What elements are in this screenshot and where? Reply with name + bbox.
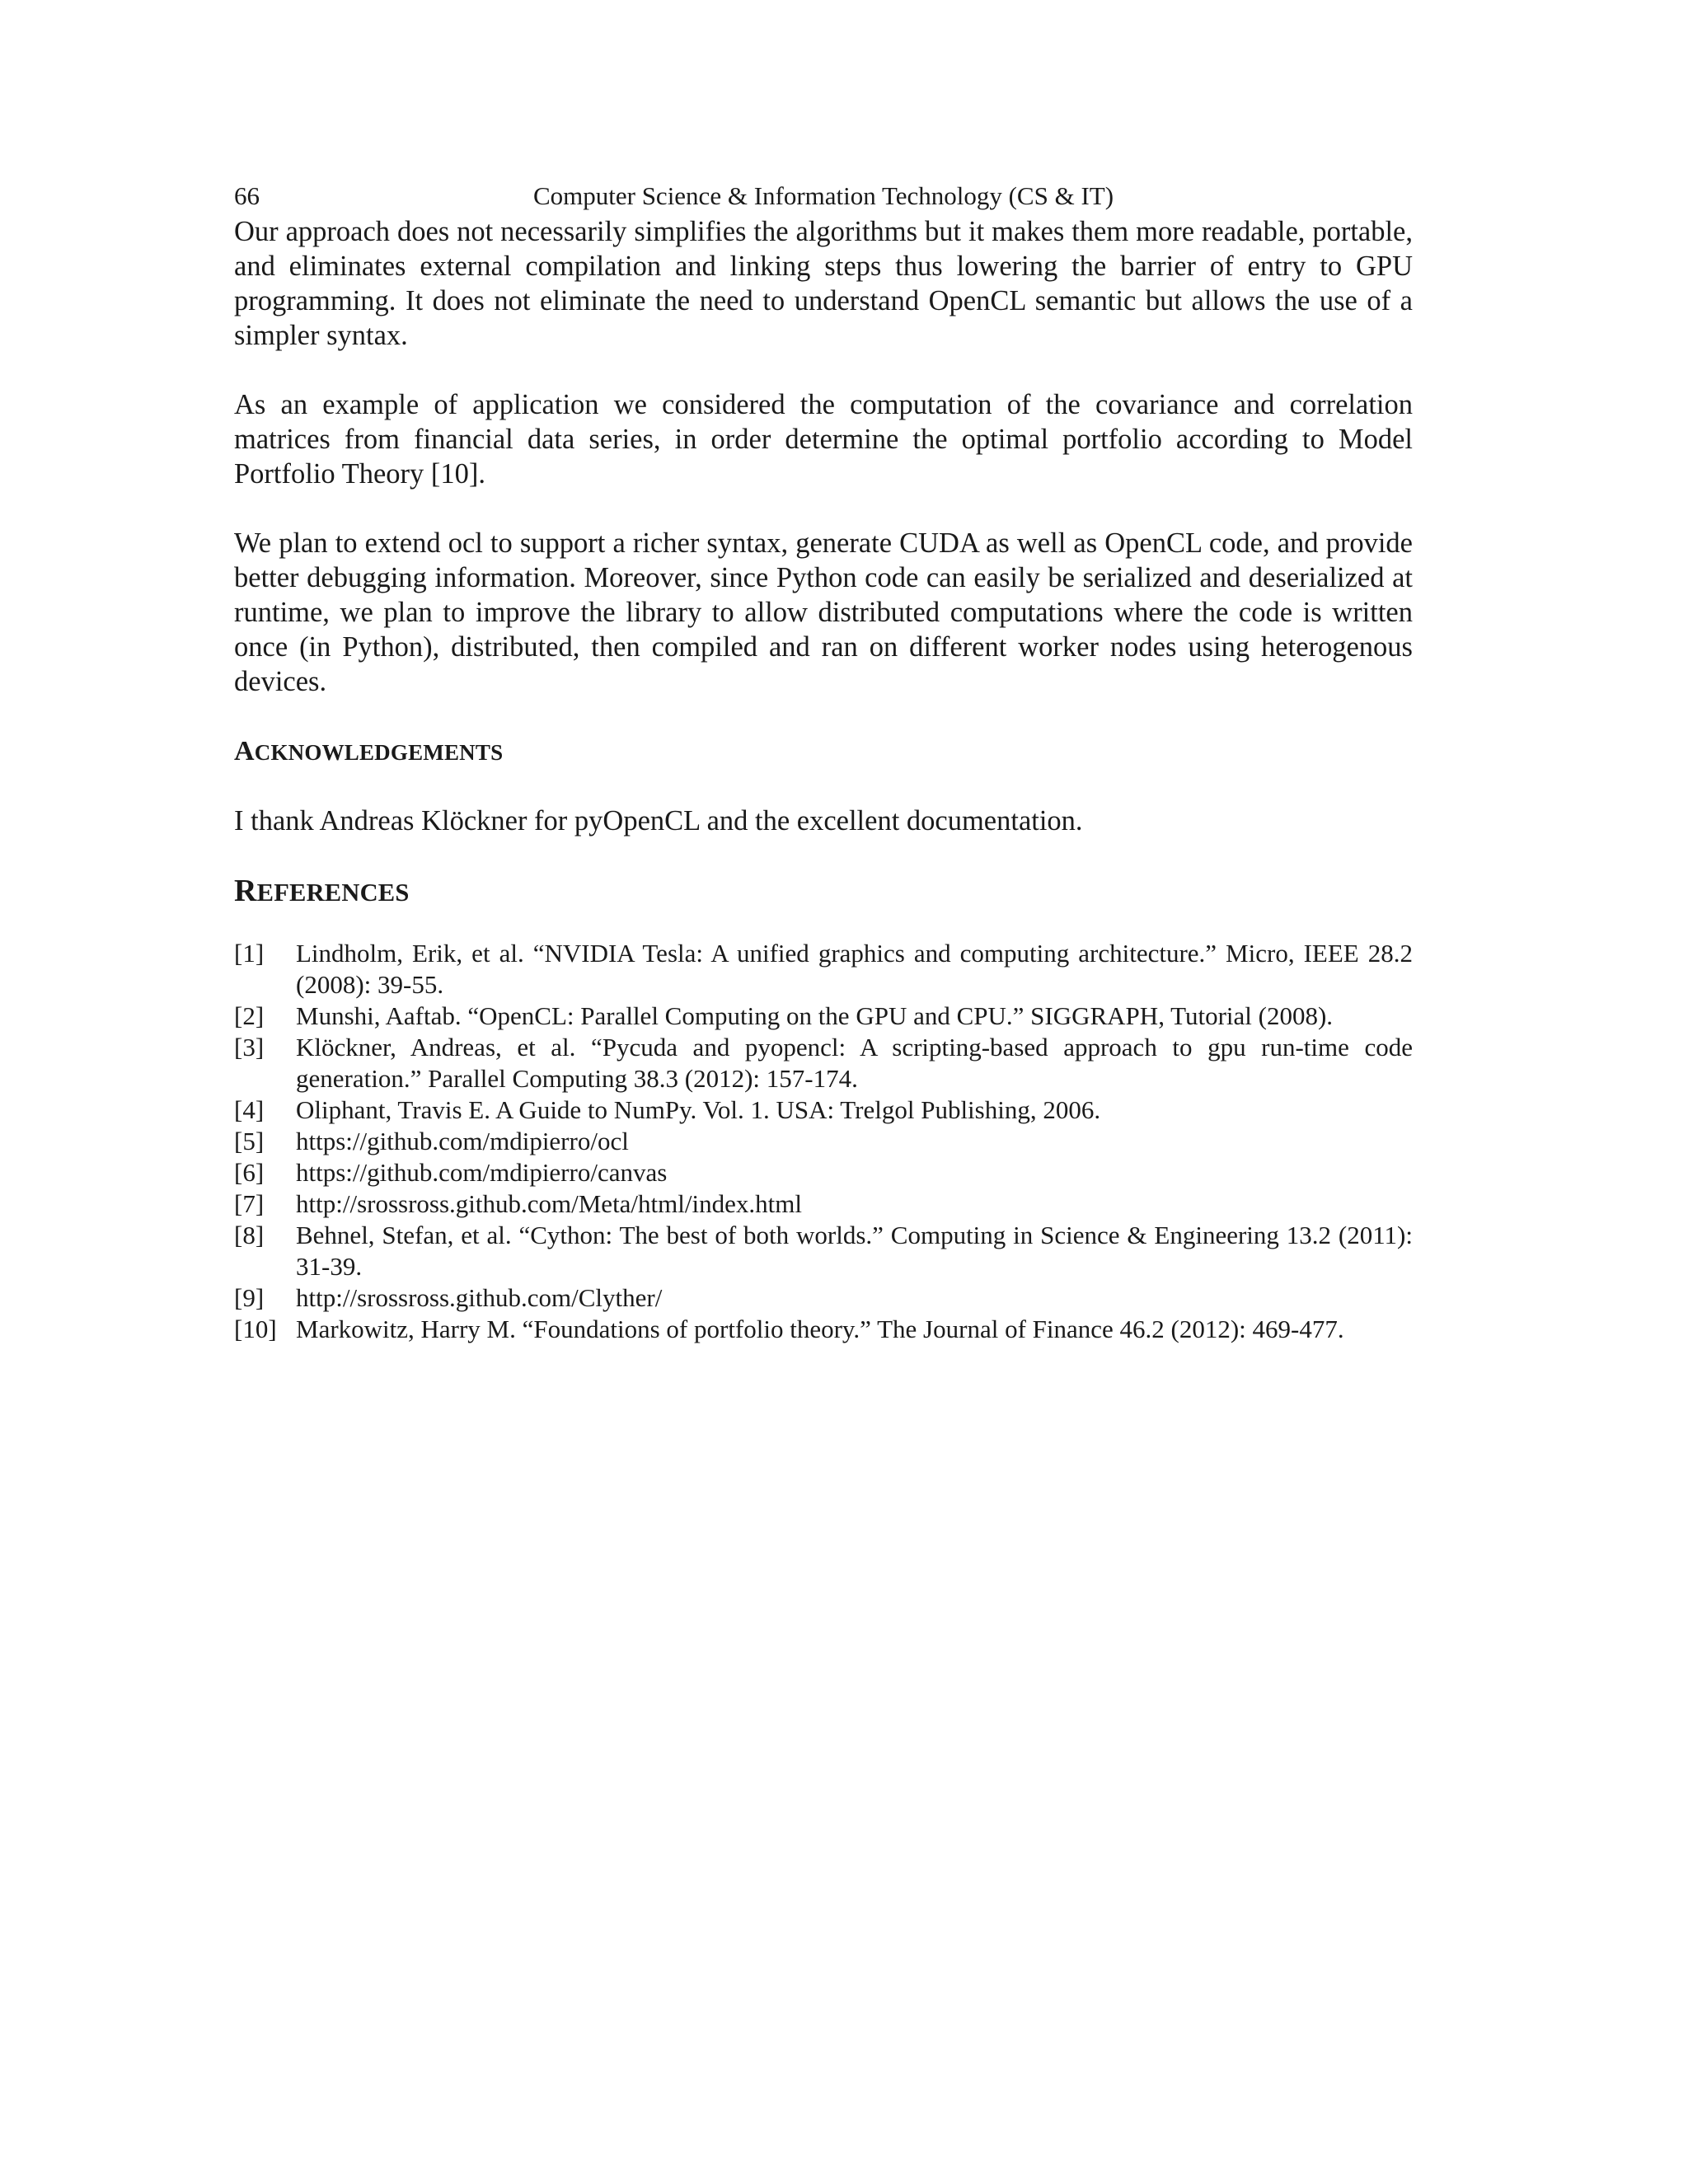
reference-item [234, 1032, 1413, 1094]
reference-text: Behnel, Stefan, et al. “Cython: The best of both worlds.” Computing in Science & Engineering 13.2 (2011): 31-39. [296, 1221, 1413, 1281]
reference-number: [8] [234, 1221, 265, 1249]
page-number: 66 [234, 181, 260, 210]
body-paragraph: Our approach does not necessarily simplifies the algorithms but it makes them more readable, portable, and eliminates external compilation and linking steps thus lowering the barrier of entry to GPU programming. It does not eliminate the need to understand OpenCL semantic but allows the use of a simpler syntax. [234, 216, 1413, 351]
paper-page [234, 180, 1413, 1358]
acknowledgements-text: I thank Andreas Klöckner for pyOpenCL and the excellent documentation. [234, 805, 1083, 837]
reference-text: Klöckner, Andreas, et al. “Pycuda and pyopencl: A scripting-based approach to gpu run-time code generation.” Parallel Computing 38.3 (2012): 157-174. [296, 1033, 1413, 1093]
reference-link[interactable]: https://github.com/mdipierro/ocl [296, 1127, 629, 1155]
reference-link[interactable]: http://srossross.github.com/Meta/html/index.html [296, 1189, 802, 1218]
reference-link[interactable]: http://srossross.github.com/Clyther/ [296, 1283, 663, 1312]
reference-list [234, 938, 1413, 1345]
reference-item [234, 1126, 1413, 1157]
reference-link[interactable]: https://github.com/mdipierro/canvas [296, 1158, 668, 1187]
heading-initial: R [234, 874, 257, 908]
reference-number: [5] [234, 1127, 265, 1155]
reference-item [234, 1094, 1413, 1126]
reference-text: Munshi, Aaftab. “OpenCL: Parallel Computing on the GPU and CPU.” SIGGRAPH, Tutorial (2008). [296, 1001, 1334, 1030]
reference-number: [9] [234, 1283, 265, 1312]
reference-text: Oliphant, Travis E. A Guide to NumPy. Vol. 1. USA: Trelgol Publishing, 2006. [296, 1095, 1101, 1124]
reference-number: [7] [234, 1189, 265, 1218]
reference-item [234, 1220, 1413, 1282]
reference-number: [1] [234, 939, 265, 968]
reference-item [234, 1188, 1413, 1220]
reference-number: [4] [234, 1095, 265, 1124]
references-heading [234, 873, 1413, 913]
running-header [234, 180, 1413, 213]
reference-item [234, 938, 1413, 1001]
body-paragraph: We plan to extend ocl to support a richer syntax, generate CUDA as well as OpenCL code, and provide better debugging information. Moreover, since Python code can easily be serialized and deserialized at runtime, we plan to improve the library to allow distributed computations where the code is written once (in Python), distributed, then compiled and ran on different worker nodes using heterogenous devices. [234, 527, 1413, 697]
reference-text: Markowitz, Harry M. “Foundations of portfolio theory.” The Journal of Finance 46.2 (2012): 469-477. [296, 1315, 1344, 1343]
reference-number: [6] [234, 1158, 265, 1187]
reference-number: [10] [234, 1315, 277, 1343]
journal-title: Computer Science & Information Technology (CS & IT) [532, 181, 1114, 210]
reference-item [234, 1001, 1413, 1032]
heading-rest: EFERENCES [256, 879, 410, 907]
heading-initial: A [234, 736, 255, 766]
reference-item [234, 1282, 1413, 1314]
reference-item [234, 1157, 1413, 1188]
reference-number: [2] [234, 1001, 265, 1030]
body-paragraph: As an example of application we considered the computation of the covariance and correlation matrices from financial data series, in order determine the optimal portfolio according to Model Portfolio Theory [10]. [234, 389, 1413, 490]
acknowledgements-heading [234, 735, 1413, 771]
reference-text: Lindholm, Erik, et al. “NVIDIA Tesla: A unified graphics and computing architecture.” Micro, IEEE 28.2 (2008): 39-55. [296, 939, 1413, 999]
reference-item [234, 1314, 1413, 1345]
reference-number: [3] [234, 1033, 265, 1062]
heading-rest: CKNOWLEDGEMENTS [254, 740, 504, 765]
